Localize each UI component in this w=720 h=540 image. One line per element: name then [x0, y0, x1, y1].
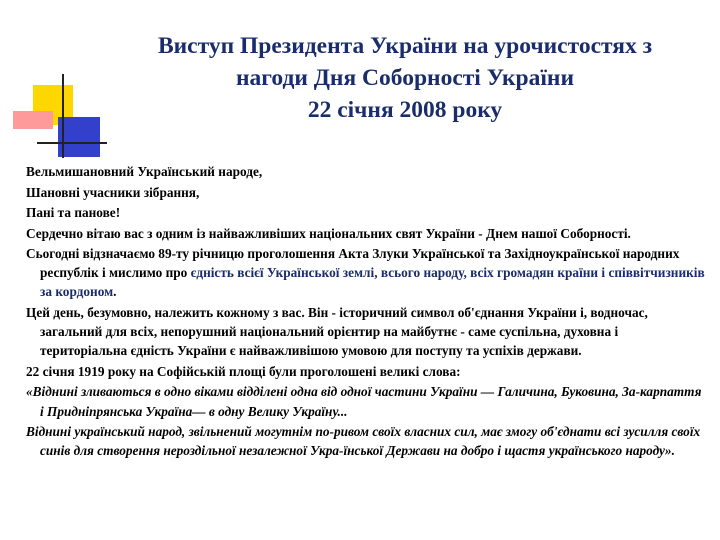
quote-unification: «Віднині зливаються в одно віками відділені одна від одної частини України — Галичина, Буковина, За-карпаття і Придніпрянська Україна— в одну Велику Україну... [26, 384, 702, 419]
title-line-1: Виступ Президента України на урочистостях з [157, 33, 653, 59]
slide-title [105, 30, 705, 126]
decor-blue-square [58, 117, 100, 157]
paragraph-greeting-2: Шановні учасники зібрання, [26, 184, 200, 200]
paragraph-congratulation: Сердечно вітаю вас з одним із найважливіших національних свят України - Днем нашої Соборності. [26, 225, 631, 241]
anniversary-text: Сьогодні відзначаємо 89-ту річницю проголошення Акта Злуки Української та Західноукраїнської народних республік і мислимо про [26, 246, 680, 281]
speech-body [26, 162, 708, 462]
paragraph-symbol: Цей день, безумовно, належить кожному з вас. Він - історичний символ об'єднання України і, водночас, загальний для всіх, непорушний національний орієнтир на майбутнє - саме суспільна, духовна і територіальна єдність України є найважливішою умовою для поступу та успіхів держави. [26, 304, 648, 359]
decor-horizontal-line [37, 142, 107, 144]
paragraph-greeting-3: Пані та панове! [26, 205, 121, 220]
decor-vertical-line [62, 74, 64, 158]
paragraph-history: 22 січня 1919 року на Софійській площі були проголошені великі слова: [26, 363, 461, 379]
quote-independence: Віднині український народ, звільнений могутнім по-ривом своїх власних сил, має змогу об'єднати всі зусилля своїх синів для створення нероздільної незалежної Укра-їнської Держави на добро і щастя українського народу». [26, 424, 701, 459]
paragraph-anniversary [26, 244, 708, 302]
paragraph-greeting-1: Вельмишановний Український народе, [26, 164, 263, 179]
anniversary-end: . [113, 284, 117, 300]
unity-highlight: єдність всієї Української землі, всього народу, всіх громадян країни і співвітчизників за кордоном [40, 265, 705, 300]
title-line-2: нагоди Дня Соборності України [236, 65, 574, 91]
decor-red-square [13, 111, 53, 129]
title-line-3: 22 січня 2008 року [307, 97, 503, 123]
